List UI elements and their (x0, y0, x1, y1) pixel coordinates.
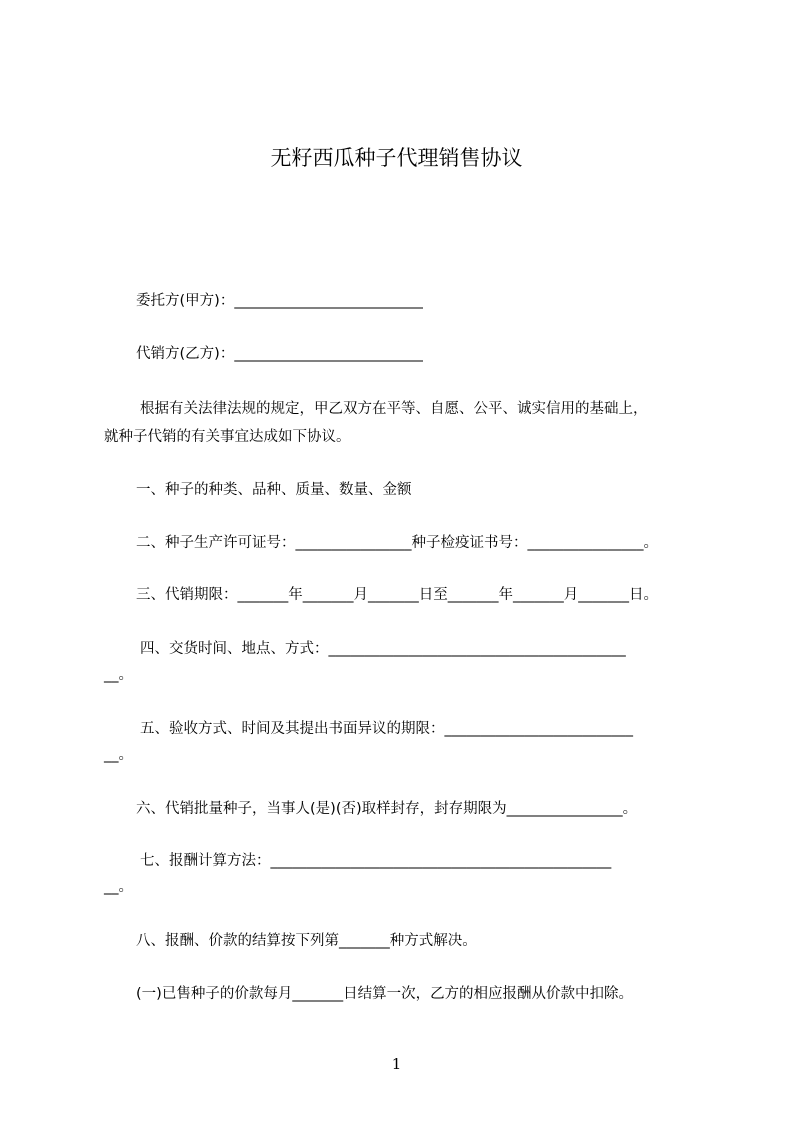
clause-2: 二、种子生产许可证号：________________种子检疫证书号：________________。 (136, 535, 658, 551)
clause-7-line-1: 七、报酬计算方法：_______________________________________________ (140, 853, 612, 869)
clause-5-line-1: 五、验收方式、时间及其提出书面异议的期限：__________________________ (140, 721, 633, 737)
clause-4-line-2: __。 (104, 667, 133, 683)
party-a-field: 委托方(甲方)：__________________________ (136, 293, 423, 309)
clause-4-line-1: 四、交货时间、地点、方式：_________________________________________ (140, 641, 626, 657)
intro-paragraph-line-2: 就种子代销的有关事宜达成如下协议。 (104, 429, 351, 445)
page-number: 1 (391, 1055, 402, 1073)
clause-3: 三、代销期限：_______年_______月_______日至_______年_______月_______日。 (136, 587, 658, 603)
document-title: 无籽西瓜种子代理销售协议 (270, 146, 523, 170)
intro-paragraph-line-1: 根据有关法律法规的规定，甲乙双方在平等、自愿、公平、诚实信用的基础上， (140, 401, 648, 417)
clause-5-line-2: __。 (104, 747, 133, 763)
clause-8-option-1: (一)已售种子的价款每月_______日结算一次，乙方的相应报酬从价款中扣除。 (136, 986, 634, 1002)
clause-1: 一、种子的种类、品种、质量、数量、金额 (136, 482, 412, 498)
clause-6: 六、代销批量种子，当事人(是)(否)取样封存，封存期限为________________。 (136, 801, 638, 817)
clause-7-line-2: __。 (104, 879, 133, 895)
clause-8: 八、报酬、价款的结算按下列第_______种方式解决。 (136, 933, 477, 949)
party-b-field: 代销方(乙方)：__________________________ (136, 346, 423, 362)
